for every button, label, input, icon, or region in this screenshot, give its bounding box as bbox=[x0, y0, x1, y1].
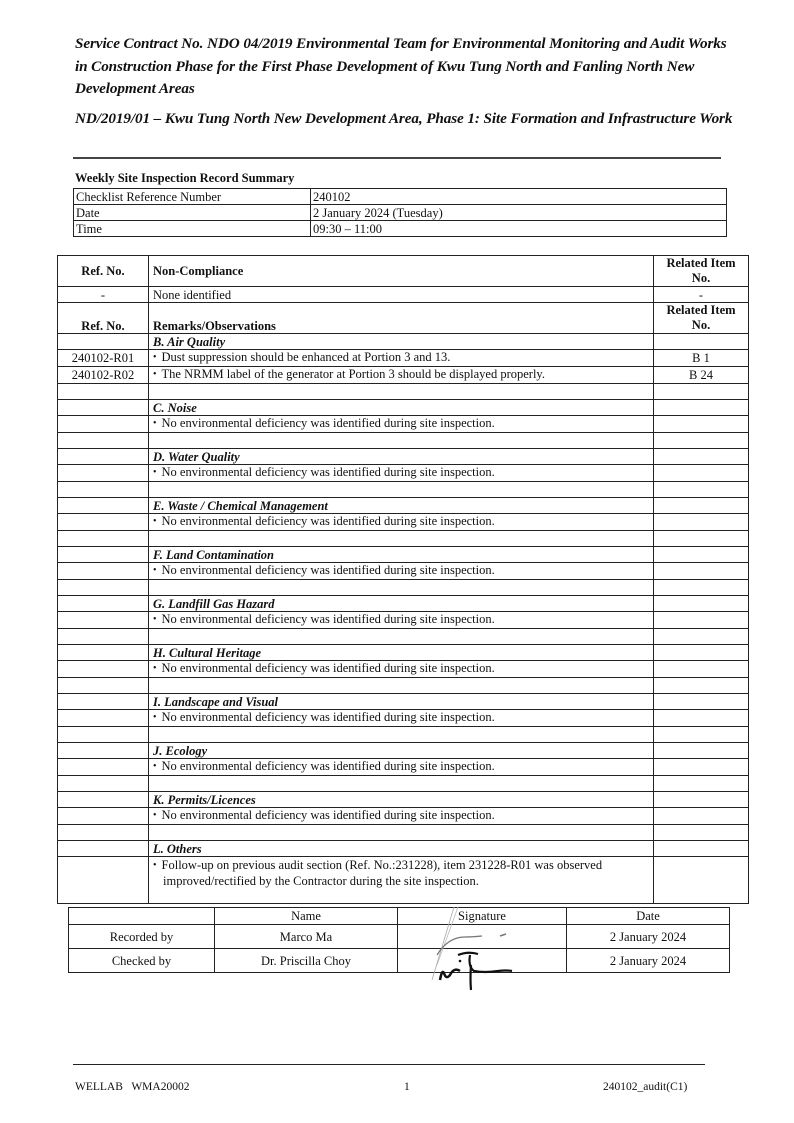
signoff-row bbox=[69, 949, 730, 973]
date-cell: 2 January 2024 bbox=[567, 949, 730, 973]
table-row bbox=[58, 612, 749, 629]
empty-cell bbox=[58, 433, 149, 449]
related-cell bbox=[654, 514, 749, 531]
related-cell bbox=[654, 743, 749, 759]
related-cell bbox=[654, 841, 749, 857]
observation-text: • No environmental deficiency was identified during site inspection. bbox=[153, 710, 495, 724]
blank-row bbox=[58, 727, 749, 743]
observation-cell bbox=[149, 759, 654, 776]
empty-cell bbox=[58, 482, 149, 498]
section-header-row bbox=[58, 334, 749, 350]
empty-cell bbox=[149, 482, 654, 498]
footer-left: WELLAB WMA20002 bbox=[75, 1081, 190, 1093]
blank-row bbox=[58, 580, 749, 596]
section-label: D. Water Quality bbox=[153, 449, 240, 464]
section-header-row bbox=[58, 792, 749, 808]
empty-cell bbox=[58, 776, 149, 792]
table-row bbox=[58, 759, 749, 776]
date-cell: 2 January 2024 bbox=[567, 925, 730, 949]
related-cell bbox=[654, 334, 749, 350]
ref-cell bbox=[58, 547, 149, 563]
observation-text: • No environmental deficiency was identified during site inspection. bbox=[153, 416, 495, 430]
section-title bbox=[149, 841, 654, 857]
empty-cell bbox=[58, 727, 149, 743]
page-number: 1 bbox=[404, 1081, 410, 1093]
ref-cell bbox=[58, 857, 149, 904]
related-cell bbox=[654, 661, 749, 678]
blank-row bbox=[58, 531, 749, 547]
empty-cell bbox=[58, 825, 149, 841]
section-title bbox=[149, 449, 654, 465]
observation-text: • The NRMM label of the generator at Portion 3 should be displayed properly. bbox=[153, 367, 545, 381]
observation-cell bbox=[149, 465, 654, 482]
ref-cell bbox=[58, 596, 149, 612]
section-title bbox=[149, 792, 654, 808]
observation-text: • No environmental deficiency was identified during site inspection. bbox=[153, 514, 495, 528]
summary-value: 240102 bbox=[311, 189, 727, 205]
table-row bbox=[58, 661, 749, 678]
summary-value: 2 January 2024 (Tuesday) bbox=[311, 205, 727, 221]
blank-row bbox=[58, 384, 749, 400]
role-cell: Recorded by bbox=[69, 925, 215, 949]
observation-cell bbox=[149, 514, 654, 531]
observation-cell bbox=[149, 350, 654, 367]
section-title bbox=[149, 400, 654, 416]
table-row bbox=[58, 563, 749, 580]
footer-divider bbox=[73, 1064, 705, 1065]
observation-cell bbox=[149, 661, 654, 678]
empty-cell bbox=[654, 825, 749, 841]
ref-cell bbox=[58, 449, 149, 465]
remarks-header-row bbox=[58, 303, 749, 334]
blank-row bbox=[58, 776, 749, 792]
header-divider bbox=[73, 157, 721, 159]
empty-cell bbox=[654, 580, 749, 596]
non-compliance-header: Non-Compliance bbox=[149, 256, 654, 287]
section-header-row bbox=[58, 694, 749, 710]
empty-cell bbox=[149, 825, 654, 841]
related-cell bbox=[654, 547, 749, 563]
observation-cell bbox=[149, 808, 654, 825]
empty-cell bbox=[654, 727, 749, 743]
signature-header: Signature bbox=[398, 908, 567, 925]
related-cell bbox=[654, 808, 749, 825]
summary-value: 09:30 – 11:00 bbox=[311, 221, 727, 237]
section-title bbox=[149, 596, 654, 612]
section-label: B. Air Quality bbox=[153, 334, 226, 349]
section-label: K. Permits/Licences bbox=[153, 792, 256, 807]
section-label: F. Land Contamination bbox=[153, 547, 274, 562]
ref-cell bbox=[58, 416, 149, 433]
summary-title: Weekly Site Inspection Record Summary bbox=[75, 171, 295, 185]
related-cell bbox=[654, 498, 749, 514]
observation-text: • No environmental deficiency was identified during site inspection. bbox=[153, 808, 495, 822]
section-label: H. Cultural Heritage bbox=[153, 645, 262, 660]
related-cell bbox=[654, 596, 749, 612]
section-header-row bbox=[58, 498, 749, 514]
blank-row bbox=[58, 433, 749, 449]
related-cell bbox=[654, 449, 749, 465]
ref-cell bbox=[58, 498, 149, 514]
related-cell bbox=[654, 759, 749, 776]
empty-cell bbox=[58, 629, 149, 645]
non-compliance-header-row bbox=[58, 256, 749, 287]
empty-cell bbox=[58, 580, 149, 596]
remarks-body bbox=[58, 334, 749, 904]
table-row bbox=[58, 808, 749, 825]
related-cell: B 1 bbox=[654, 350, 749, 367]
name-cell: Dr. Priscilla Choy bbox=[215, 949, 398, 973]
empty-cell bbox=[149, 580, 654, 596]
empty-cell bbox=[654, 482, 749, 498]
summary-row bbox=[74, 189, 727, 205]
related-cell: B 24 bbox=[654, 367, 749, 384]
observation-text: • No environmental deficiency was identified during site inspection. bbox=[153, 759, 495, 773]
section-header-row bbox=[58, 645, 749, 661]
section-title bbox=[149, 743, 654, 759]
section-label: G. Landfill Gas Hazard bbox=[153, 596, 275, 611]
observation-cell bbox=[149, 563, 654, 580]
empty-cell bbox=[149, 629, 654, 645]
section-label: L. Others bbox=[153, 841, 202, 856]
empty-cell bbox=[149, 531, 654, 547]
section-title bbox=[149, 645, 654, 661]
observation-text: • Dust suppression should be enhanced at Portion 3 and 13. bbox=[153, 350, 450, 364]
related-cell bbox=[654, 694, 749, 710]
related-cell bbox=[654, 416, 749, 433]
section-header-row bbox=[58, 400, 749, 416]
signoff-row bbox=[69, 925, 730, 949]
ref-cell bbox=[58, 694, 149, 710]
empty-cell bbox=[149, 433, 654, 449]
ref-cell bbox=[58, 661, 149, 678]
table-row bbox=[58, 857, 749, 904]
related-cell bbox=[654, 400, 749, 416]
section-header-row bbox=[58, 743, 749, 759]
ref-cell bbox=[58, 563, 149, 580]
observation-text: • No environmental deficiency was identified during site inspection. bbox=[153, 465, 495, 479]
empty-cell bbox=[654, 384, 749, 400]
name-cell: Marco Ma bbox=[215, 925, 398, 949]
section-label: C. Noise bbox=[153, 400, 197, 415]
summary-label: Checklist Reference Number bbox=[74, 189, 311, 205]
section-header-row bbox=[58, 547, 749, 563]
summary-row bbox=[74, 205, 727, 221]
section-label: I. Landscape and Visual bbox=[153, 694, 279, 709]
section-header-row bbox=[58, 449, 749, 465]
desc-cell: None identified bbox=[149, 287, 654, 303]
ref-cell bbox=[58, 841, 149, 857]
ref-cell bbox=[58, 612, 149, 629]
empty-cell bbox=[58, 678, 149, 694]
observation-cell bbox=[149, 416, 654, 433]
table-row bbox=[58, 350, 749, 367]
section-title bbox=[149, 694, 654, 710]
signoff-table bbox=[68, 907, 730, 973]
ref-cell bbox=[58, 743, 149, 759]
related-cell bbox=[654, 710, 749, 727]
date-header: Date bbox=[567, 908, 730, 925]
section-title bbox=[149, 547, 654, 563]
summary-label: Date bbox=[74, 205, 311, 221]
signoff-header-row bbox=[69, 908, 730, 925]
related-cell: - bbox=[654, 287, 749, 303]
related-item-header: Related Item No. bbox=[654, 256, 749, 287]
blank-row bbox=[58, 678, 749, 694]
empty-cell bbox=[654, 678, 749, 694]
observation-cell bbox=[149, 710, 654, 727]
footer-right: 240102_audit(C1) bbox=[603, 1081, 688, 1093]
empty-cell bbox=[149, 776, 654, 792]
related-cell bbox=[654, 792, 749, 808]
ref-cell: 240102-R02 bbox=[58, 367, 149, 384]
section-header-row bbox=[58, 841, 749, 857]
section-label: J. Ecology bbox=[153, 743, 208, 758]
ref-cell: 240102-R01 bbox=[58, 350, 149, 367]
observation-cell bbox=[149, 857, 654, 904]
ref-cell bbox=[58, 759, 149, 776]
related-cell bbox=[654, 465, 749, 482]
related-cell bbox=[654, 612, 749, 629]
remarks-header: Remarks/Observations bbox=[149, 303, 654, 334]
section-label: E. Waste / Chemical Management bbox=[153, 498, 328, 513]
inspection-table bbox=[57, 255, 749, 904]
ref-header: Ref. No. bbox=[58, 303, 149, 334]
table-row bbox=[58, 367, 749, 384]
ref-cell bbox=[58, 710, 149, 727]
empty-cell bbox=[654, 629, 749, 645]
related-item-header: Related Item No. bbox=[654, 303, 749, 334]
related-cell bbox=[654, 563, 749, 580]
section-title bbox=[149, 334, 654, 350]
observation-cell bbox=[149, 612, 654, 629]
table-row bbox=[58, 514, 749, 531]
role-cell: Checked by bbox=[69, 949, 215, 973]
empty-cell bbox=[654, 776, 749, 792]
contract-subtitle: ND/2019/01 – Kwu Tung North New Development Area, Phase 1: Site Formation and Infrastructure Work bbox=[75, 109, 733, 127]
ref-cell bbox=[58, 808, 149, 825]
blank-row bbox=[58, 482, 749, 498]
observation-text: • No environmental deficiency was identified during site inspection. bbox=[153, 661, 495, 675]
section-title bbox=[149, 498, 654, 514]
name-header: Name bbox=[215, 908, 398, 925]
contract-title: Service Contract No. NDO 04/2019 Environmental Team for Environmental Monitoring and Audit Works in Construction Phase for the First Phase Development of Kwu Tung North and Fanling North New Development Areas bbox=[75, 35, 727, 97]
related-cell bbox=[654, 645, 749, 661]
empty-cell bbox=[654, 433, 749, 449]
blank-row bbox=[58, 825, 749, 841]
empty-cell bbox=[149, 727, 654, 743]
empty-cell bbox=[149, 384, 654, 400]
empty-cell bbox=[149, 678, 654, 694]
ref-cell bbox=[58, 645, 149, 661]
summary-table bbox=[73, 188, 727, 237]
signature-cell bbox=[398, 949, 567, 973]
ref-cell bbox=[58, 465, 149, 482]
empty-cell bbox=[58, 384, 149, 400]
summary-label: Time bbox=[74, 221, 311, 237]
observation-text: • No environmental deficiency was identified during site inspection. bbox=[153, 563, 495, 577]
summary-row bbox=[74, 221, 727, 237]
empty-cell bbox=[654, 531, 749, 547]
document-title-block bbox=[75, 33, 735, 130]
ref-cell bbox=[58, 334, 149, 350]
ref-cell bbox=[58, 792, 149, 808]
ref-header: Ref. No. bbox=[58, 256, 149, 287]
table-row bbox=[58, 416, 749, 433]
table-row bbox=[58, 287, 749, 303]
empty-cell bbox=[58, 531, 149, 547]
observation-cell bbox=[149, 367, 654, 384]
signature-cell bbox=[398, 925, 567, 949]
table-row bbox=[58, 710, 749, 727]
table-row bbox=[58, 465, 749, 482]
observation-text: • Follow-up on previous audit section (Ref. No.:231228), item 231228-R01 was observed improved/rectified by the Contractor during the site inspection. bbox=[153, 858, 649, 889]
role-header bbox=[69, 908, 215, 925]
section-header-row bbox=[58, 596, 749, 612]
observation-text: • No environmental deficiency was identified during site inspection. bbox=[153, 612, 495, 626]
ref-cell bbox=[58, 514, 149, 531]
related-cell bbox=[654, 857, 749, 904]
blank-row bbox=[58, 629, 749, 645]
ref-cell bbox=[58, 400, 149, 416]
ref-cell: - bbox=[58, 287, 149, 303]
